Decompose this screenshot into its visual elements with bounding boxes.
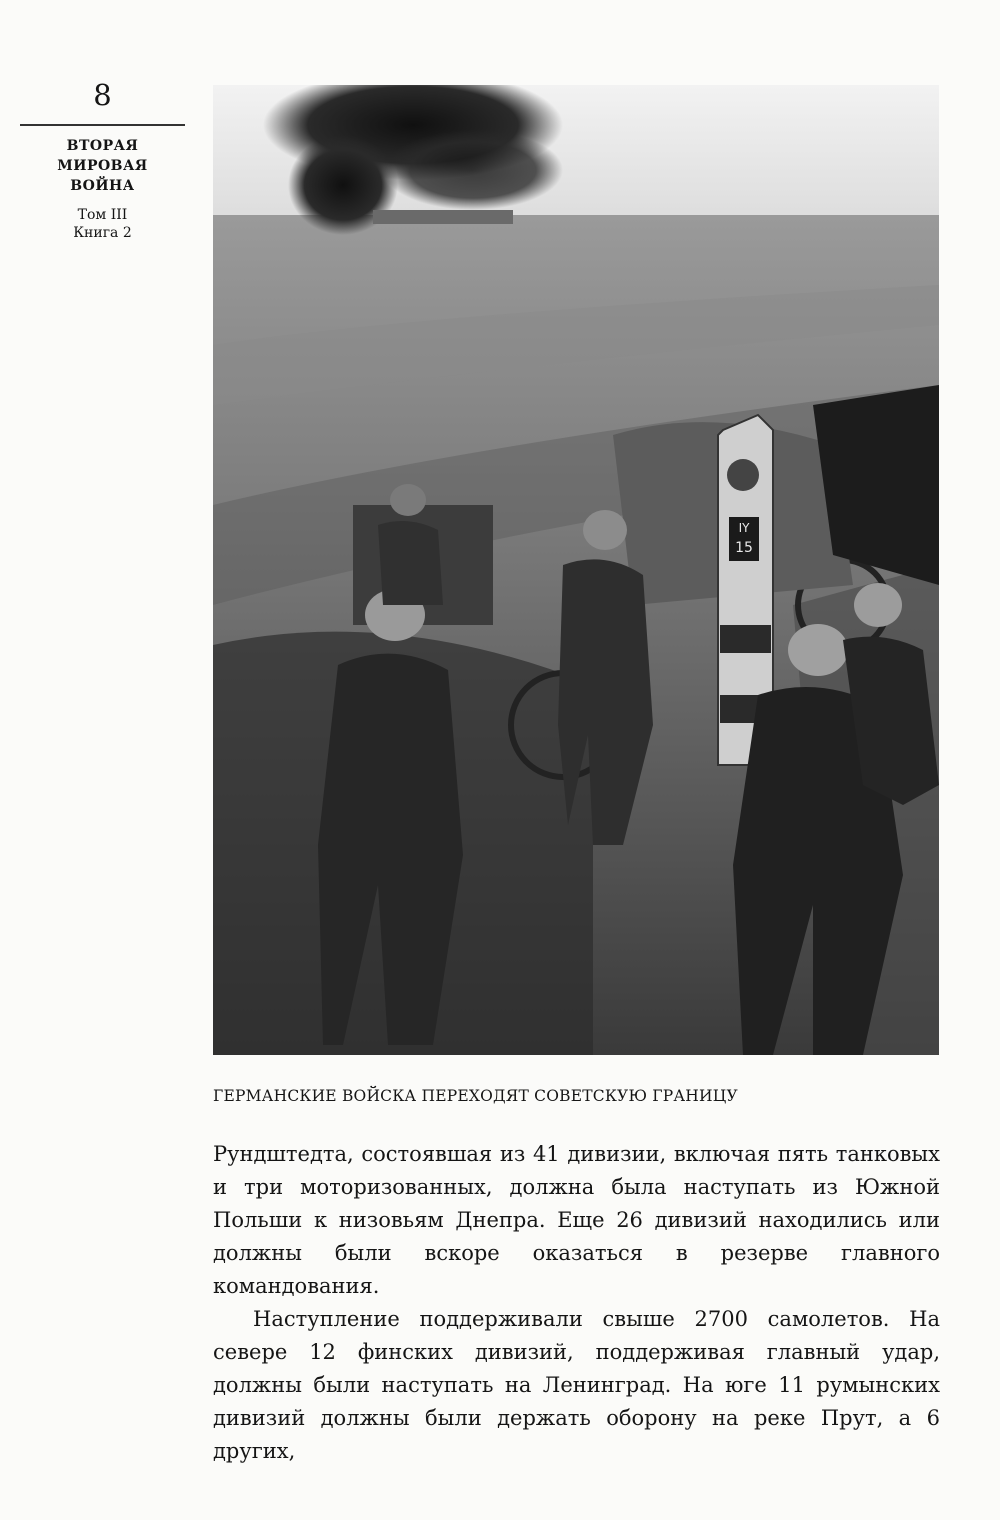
paragraph: Рундштедта, состоявшая из 41 дивизии, включая пять танковых и три моторизованных, должна была наступать из Южной Польши к низовьям Днепра. Еще 26 дивизий находились или должны были вскоре оказаться в резерве главного командования. [213,1142,940,1298]
smoke-cloud [383,130,563,210]
volume-info [20,206,185,242]
volume-label: Том III [77,207,128,223]
series-title-line: ВТОРАЯ [66,138,139,154]
series-title [20,136,185,196]
post-emblem [727,459,759,491]
post-marking-bottom: 15 [735,540,753,556]
series-title-line: ВОЙНА [70,178,135,194]
page-number: 8 [93,78,112,112]
distant-vehicles [373,210,513,224]
paragraph: Наступление поддерживали свыше 2700 самолетов. На севере 12 финских дивизий, поддерживая главный удар, должны были наступать на Ленинград. На юге 11 румынских дивизий должны были держать оборону на реке Прут, а 6 других, [213,1307,940,1463]
body-text [213,1138,940,1468]
photograph-illustration [213,85,939,1055]
running-head [20,78,185,242]
header-rule [20,124,185,126]
post-marking-top: IY [738,521,750,535]
series-title-line: МИРОВАЯ [57,158,148,174]
post-stripe [720,625,771,653]
book-label: Книга 2 [73,225,132,241]
figure-caption: ГЕРМАНСКИЕ ВОЙСКА ПЕРЕХОДЯТ СОВЕТСКУЮ ГРАНИЦУ [213,1087,738,1105]
war-photograph [213,85,939,1055]
